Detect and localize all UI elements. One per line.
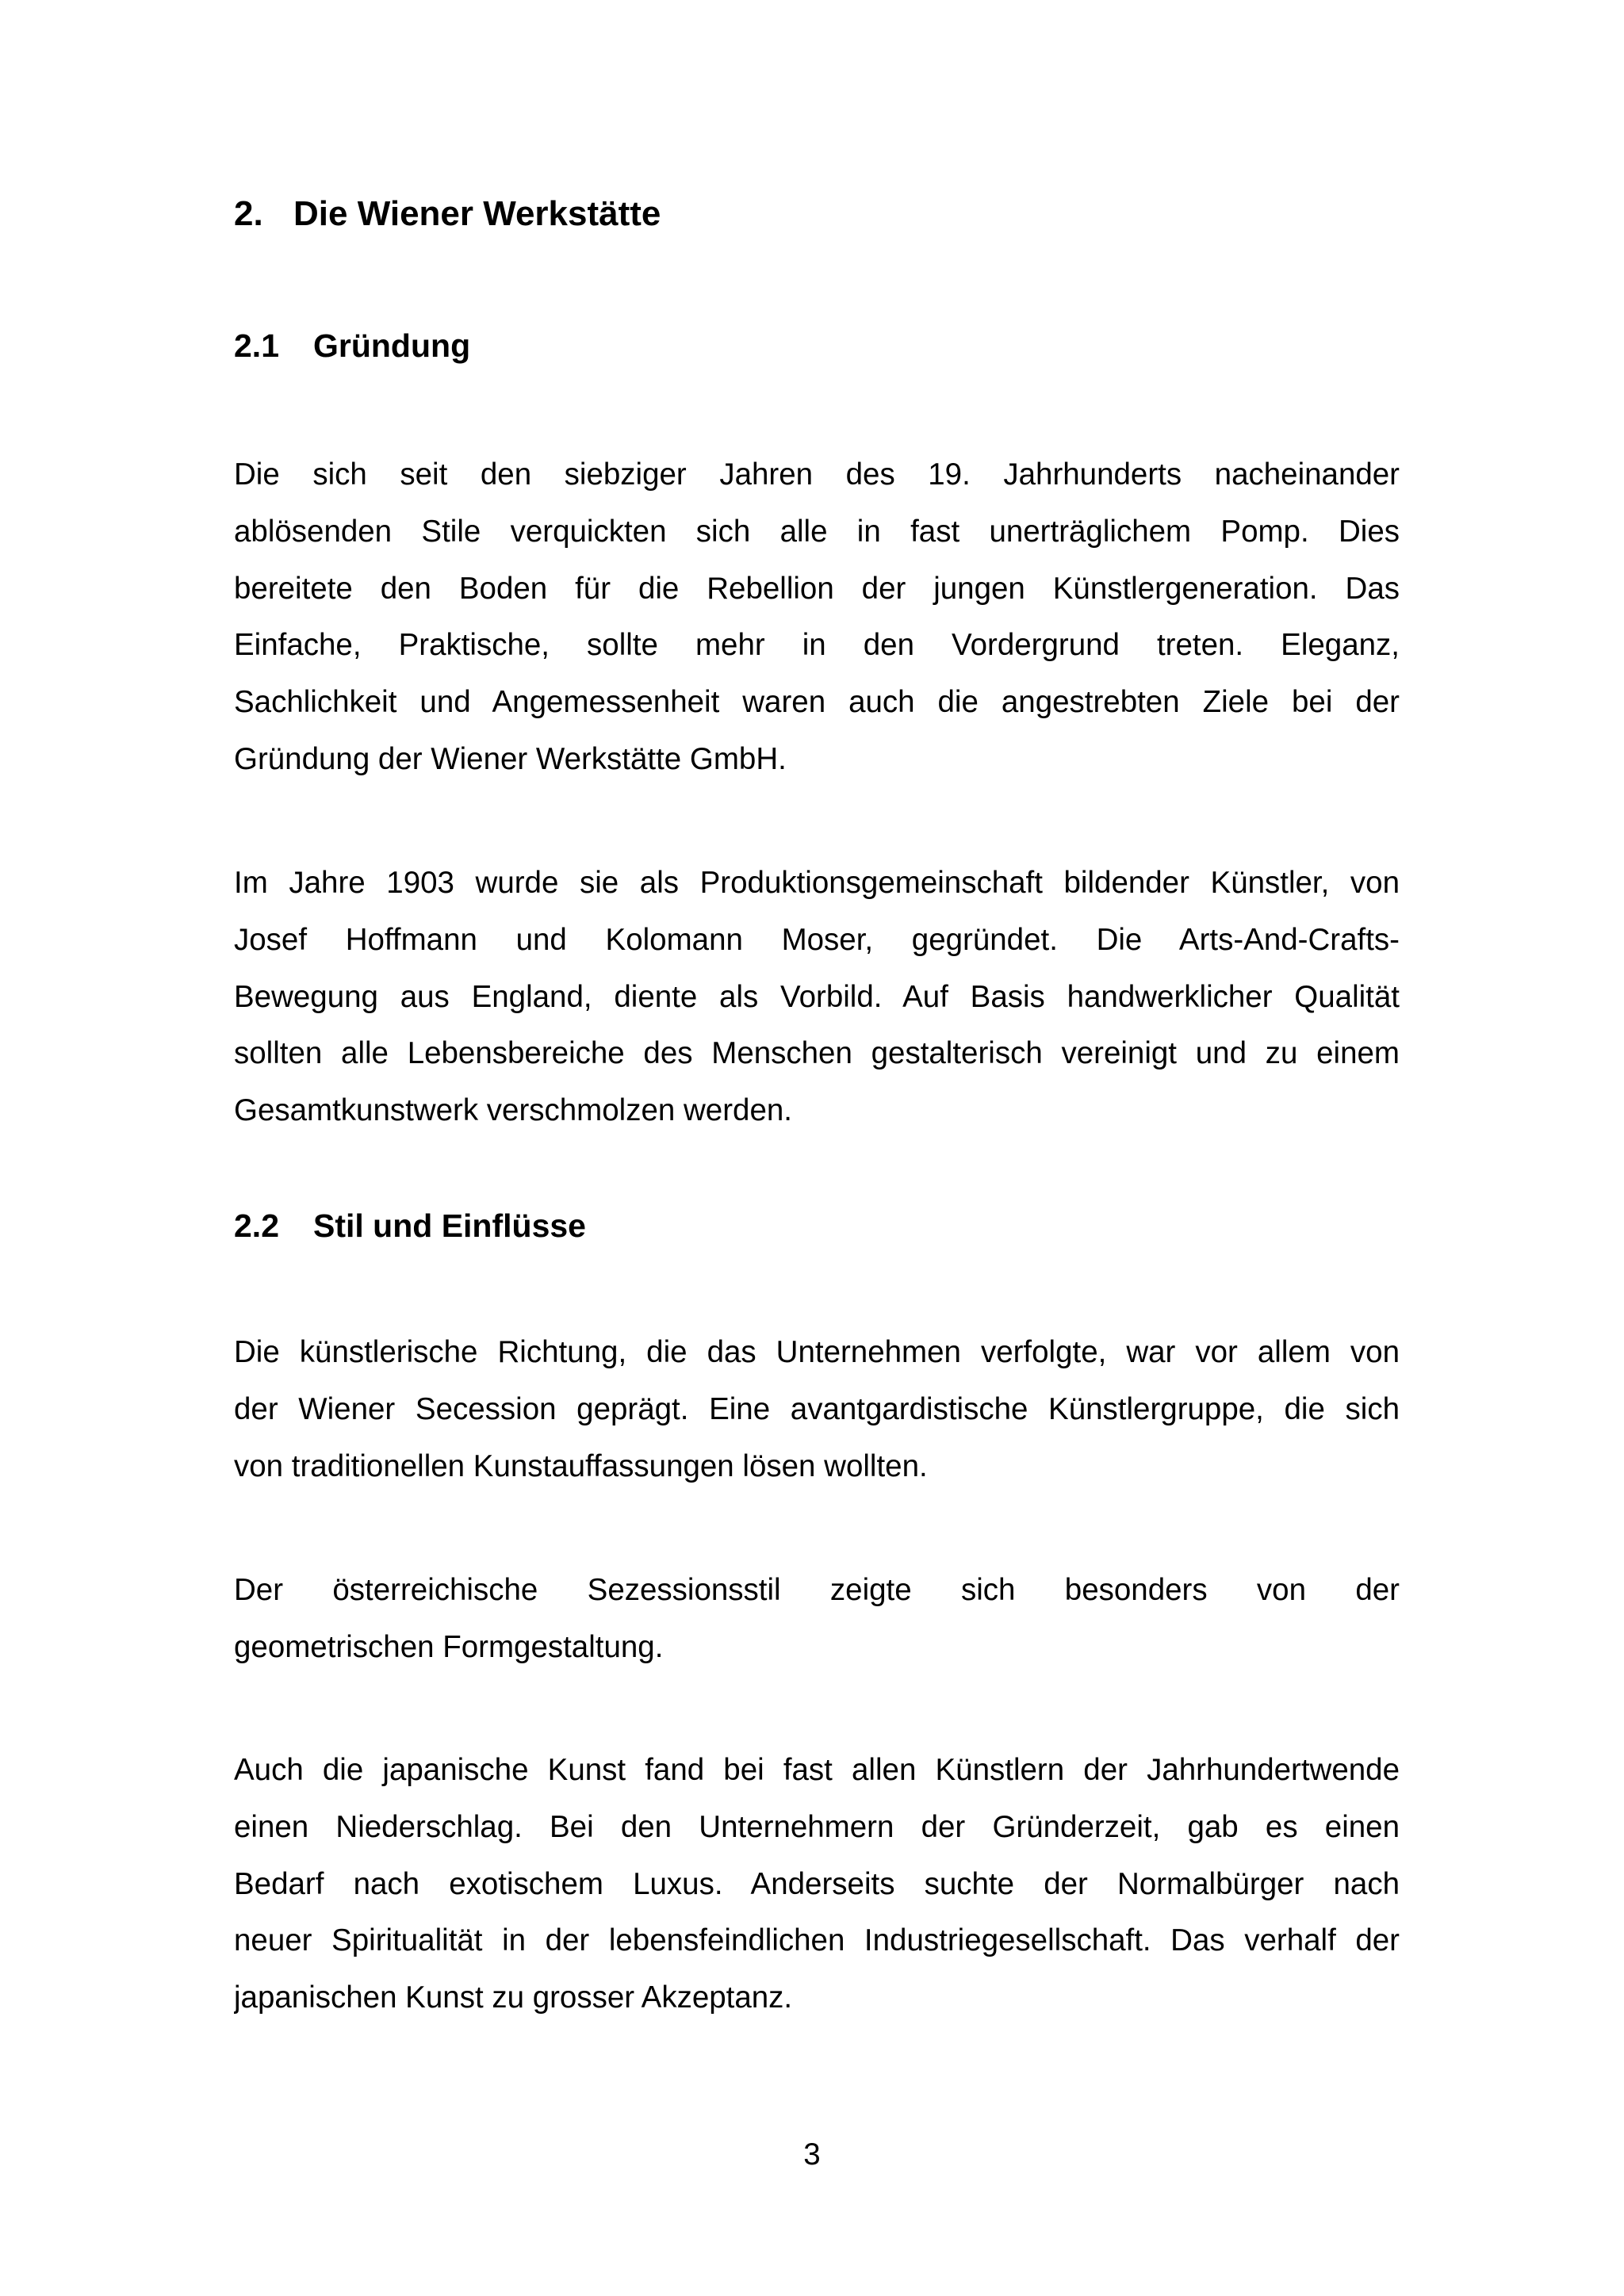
section-number: 2.1 [234,327,279,364]
text-line: der Wiener Secession geprägt. Eine avantgardistische Künstlergruppe, die sich [234,1391,1400,1426]
paragraph-stil-1 [234,1324,1400,1494]
text-line: Bewegung aus England, diente als Vorbild. Auf Basis handwerklicher Qualität [234,979,1400,1014]
text-line: Gründung der Wiener Werkstätte GmbH. [234,741,787,776]
section-title: Stil und Einflüsse [313,1207,586,1244]
paragraph-gruendung-2 [234,855,1400,1139]
section-number: 2.2 [234,1207,279,1244]
paragraph-stil-3 [234,1742,1400,2026]
text-line: sollten alle Lebensbereiche des Menschen gestalterisch vereinigt und zu einem [234,1036,1400,1071]
paragraph-stil-2 [234,1562,1400,1676]
chapter-heading [234,190,661,238]
page-number: 3 [803,2137,821,2172]
section-title: Gründung [313,327,471,364]
text-line: neuer Spiritualität in der lebensfeindlichen Industriegesellschaft. Das verhalf der [234,1923,1400,1958]
text-line: Der österreichische Sezessionsstil zeigte sich besonders von der [234,1573,1400,1607]
text-line: ablösenden Stile verquickten sich alle in fast unerträglichem Pomp. Dies [234,514,1400,549]
chapter-title: Die Wiener Werkstätte [293,194,661,233]
text-line: Bedarf nach exotischem Luxus. Anderseits suchte der Normalbürger nach [234,1866,1400,1901]
text-line: Josef Hoffmann und Kolomann Moser, gegründet. Die Arts-And-Crafts- [234,922,1400,957]
text-line: Sachlichkeit und Angemessenheit waren auch die angestrebten Ziele bei der [234,685,1400,720]
text-line: bereitete den Boden für die Rebellion der jungen Künstlergeneration. Das [234,571,1400,606]
text-line: Die künstlerische Richtung, die das Unternehmen verfolgte, war vor allem von [234,1335,1400,1369]
text-line: Auch die japanische Kunst fand bei fast allen Künstlern der Jahrhundertwende [234,1753,1400,1787]
chapter-number: 2. [234,194,263,233]
section-heading-stil [234,1203,586,1248]
text-line: japanischen Kunst zu grosser Akzeptanz. [234,1980,793,2015]
section-heading-gruendung [234,323,470,368]
text-line: geometrischen Formgestaltung. [234,1629,664,1664]
text-line: Gesamtkunstwerk verschmolzen werden. [234,1093,792,1128]
paragraph-gruendung-1 [234,446,1400,788]
text-line: Einfache, Praktische, sollte mehr in den Vordergrund treten. Eleganz, [234,628,1400,663]
text-line: Die sich seit den siebziger Jahren des 19. Jahrhunderts nacheinander [234,457,1400,492]
text-line: einen Niederschlag. Bei den Unternehmern der Gründerzeit, gab es einen [234,1809,1400,1844]
text-line: von traditionellen Kunstauffassungen lösen wollten. [234,1448,928,1483]
text-line: Im Jahre 1903 wurde sie als Produktionsgemeinschaft bildender Künstler, von [234,866,1400,900]
